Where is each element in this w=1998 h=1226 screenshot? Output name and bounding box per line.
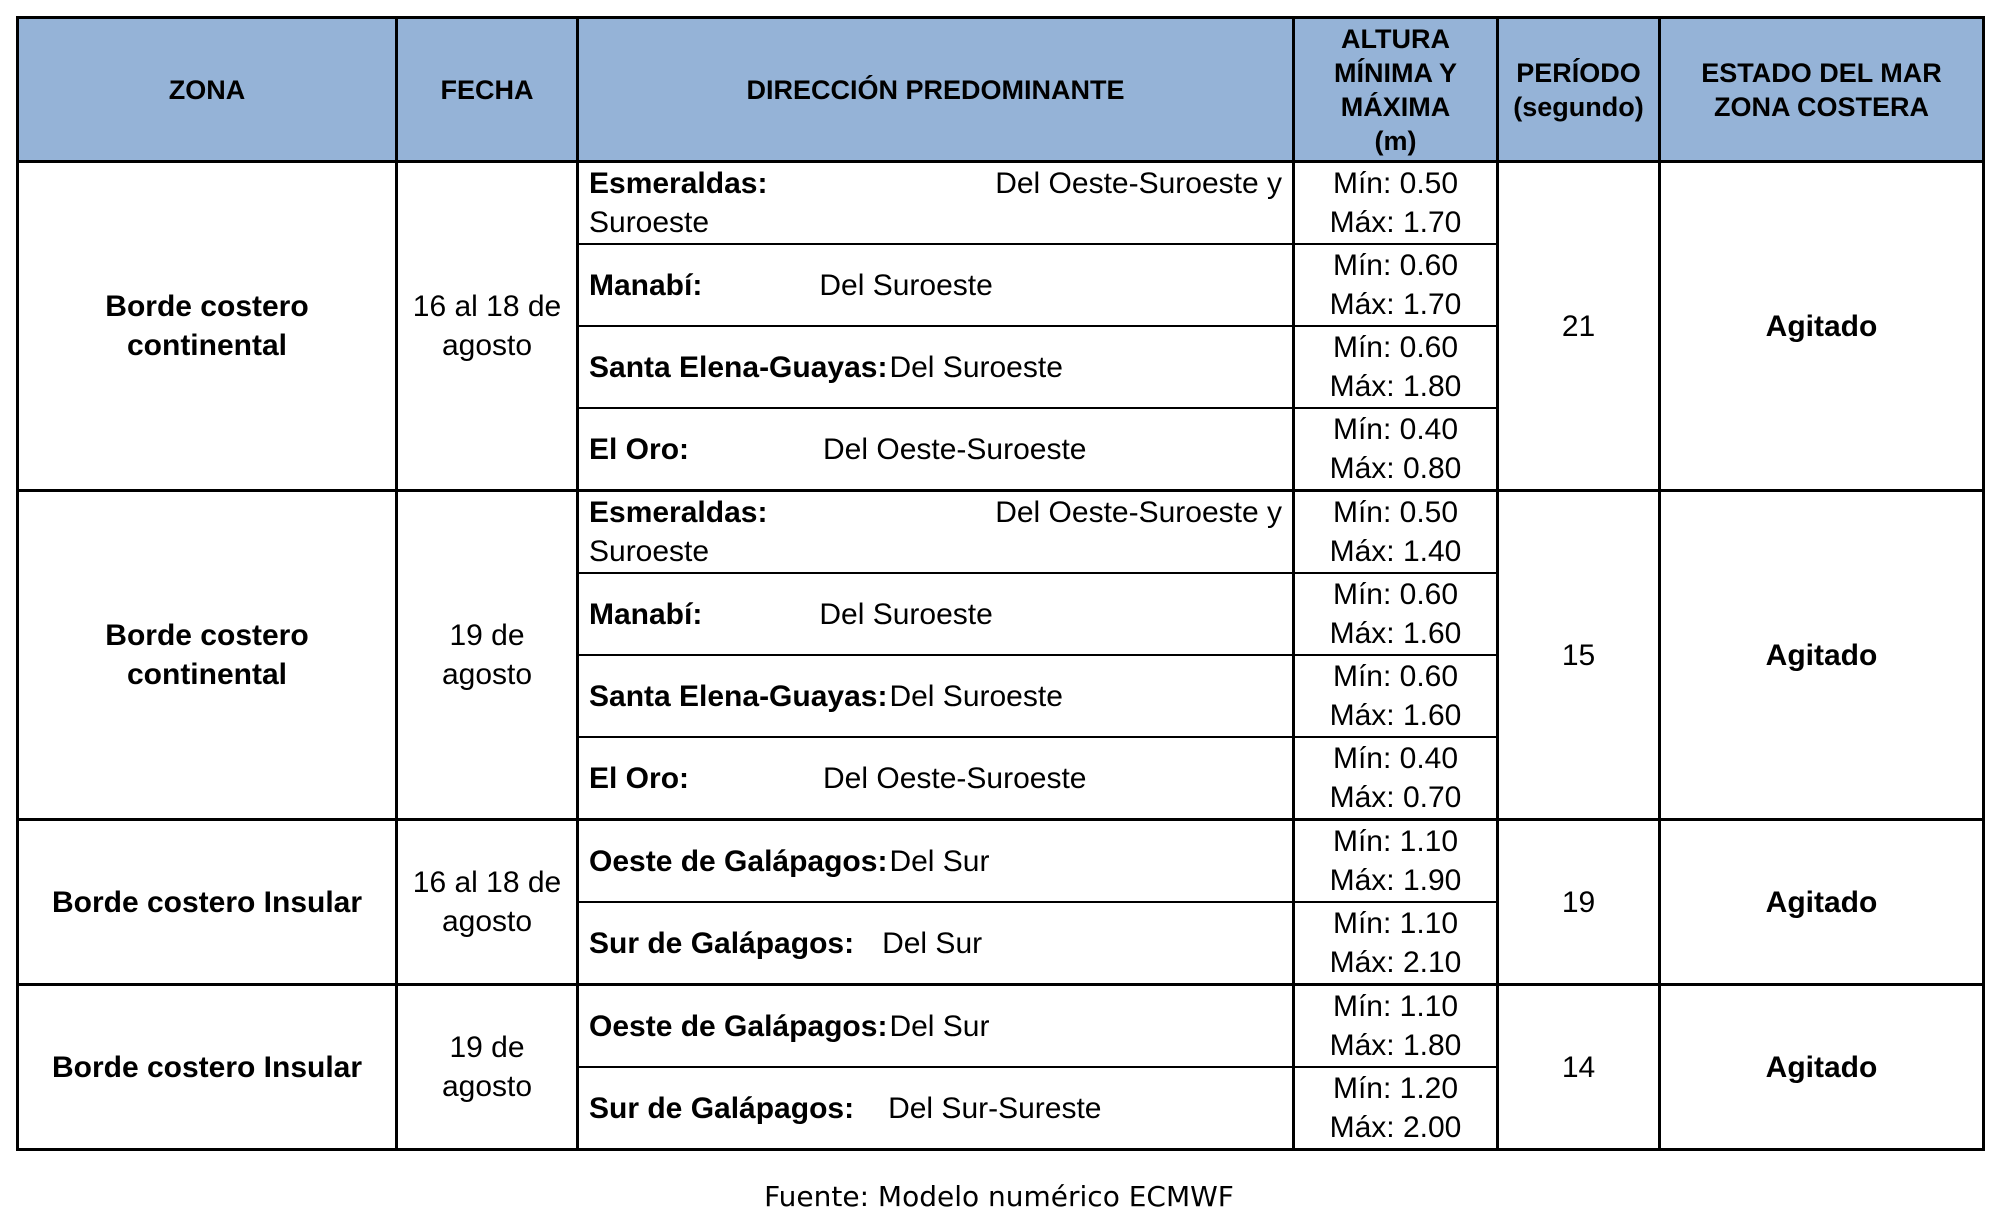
fecha-line-1: 19 de bbox=[449, 619, 525, 652]
altura-cell bbox=[1294, 655, 1498, 737]
zona-cell bbox=[18, 985, 397, 1150]
direction-text: Del Oeste-Suroeste bbox=[823, 761, 1087, 795]
table-row bbox=[18, 162, 1984, 245]
altura-cell bbox=[1294, 820, 1498, 903]
altura-min: Mín: 1.10 bbox=[1332, 907, 1459, 940]
periodo-cell: 15 bbox=[1498, 491, 1660, 820]
altura-max: Máx: 1.80 bbox=[1329, 1029, 1462, 1062]
altura-cell bbox=[1294, 244, 1498, 326]
province-label: El Oro: bbox=[589, 761, 690, 795]
direccion-content bbox=[589, 842, 1282, 881]
header-estado-line-1: ESTADO DEL MAR bbox=[1701, 57, 1942, 88]
table-row bbox=[18, 985, 1984, 1068]
altura-max: Máx: 2.00 bbox=[1329, 1111, 1462, 1144]
altura-cell bbox=[1294, 408, 1498, 491]
province-label: Sur de Galápagos: bbox=[589, 926, 855, 960]
direccion-content bbox=[589, 266, 1282, 305]
direccion-cell bbox=[578, 1067, 1294, 1150]
estado-cell: Agitado bbox=[1660, 491, 1984, 820]
direction-text: Del Sur-Sureste bbox=[888, 1091, 1102, 1125]
altura-max: Máx: 1.70 bbox=[1329, 206, 1462, 239]
header-periodo-line-1: PERÍODO bbox=[1516, 57, 1641, 88]
altura-cell bbox=[1294, 491, 1498, 574]
altura-min: Mín: 1.20 bbox=[1332, 1072, 1459, 1105]
province-label: El Oro: bbox=[589, 432, 690, 466]
zona-line-1: Borde costero Insular bbox=[51, 1050, 363, 1084]
province-label: Manabí: bbox=[589, 268, 703, 302]
direccion-cell bbox=[578, 737, 1294, 820]
altura-min: Mín: 0.60 bbox=[1332, 249, 1459, 282]
estado-cell: Agitado bbox=[1660, 985, 1984, 1150]
altura-min: Mín: 0.40 bbox=[1332, 413, 1459, 446]
direction-text-continued: Suroeste bbox=[589, 206, 710, 239]
header-altura-line-3: MÁXIMA bbox=[1340, 91, 1451, 122]
direccion-cell bbox=[578, 244, 1294, 326]
direccion-content bbox=[589, 430, 1282, 469]
header-altura bbox=[1294, 18, 1498, 162]
altura-max: Máx: 0.80 bbox=[1329, 452, 1462, 485]
header-altura-line-2: MÍNIMA Y bbox=[1333, 57, 1457, 88]
province-label: Santa Elena-Guayas: bbox=[589, 350, 888, 384]
direccion-cell bbox=[578, 985, 1294, 1068]
altura-max: Máx: 1.60 bbox=[1329, 617, 1462, 650]
header-zona: ZONA bbox=[18, 18, 397, 162]
forecast-table-body bbox=[18, 162, 1984, 1150]
fecha-line-1: 16 al 18 de bbox=[412, 290, 562, 323]
altura-min: Mín: 0.40 bbox=[1332, 742, 1459, 775]
header-direccion: DIRECCIÓN PREDOMINANTE bbox=[578, 18, 1294, 162]
altura-cell bbox=[1294, 737, 1498, 820]
altura-max: Máx: 1.40 bbox=[1329, 535, 1462, 568]
direccion-content bbox=[589, 348, 1282, 387]
direccion-content bbox=[589, 1007, 1282, 1046]
periodo-cell: 19 bbox=[1498, 820, 1660, 985]
altura-cell bbox=[1294, 902, 1498, 985]
direccion-content bbox=[589, 759, 1282, 798]
direction-text: Del Oeste-Suroeste bbox=[823, 432, 1087, 466]
direccion-content bbox=[589, 924, 1282, 963]
direccion-content bbox=[589, 1089, 1282, 1128]
altura-cell bbox=[1294, 162, 1498, 245]
direccion-cell bbox=[578, 820, 1294, 903]
fecha-line-2: agosto bbox=[441, 658, 533, 691]
fecha-cell bbox=[397, 491, 578, 820]
altura-max: Máx: 1.90 bbox=[1329, 864, 1462, 897]
altura-max: Máx: 1.60 bbox=[1329, 699, 1462, 732]
direccion-cell bbox=[578, 326, 1294, 408]
fecha-line-2: agosto bbox=[441, 329, 533, 362]
province-label: Santa Elena-Guayas: bbox=[589, 679, 888, 713]
direction-text: Del Sur bbox=[889, 1009, 990, 1043]
direccion-cell bbox=[578, 408, 1294, 491]
zona-cell bbox=[18, 491, 397, 820]
direction-text: Del Suroeste bbox=[819, 268, 993, 302]
fecha-line-1: 19 de bbox=[449, 1031, 525, 1064]
altura-min: Mín: 0.60 bbox=[1332, 660, 1459, 693]
source-note: Fuente: Modelo numérico ECMWF bbox=[764, 1180, 1234, 1213]
periodo-cell: 14 bbox=[1498, 985, 1660, 1150]
forecast-table-container bbox=[16, 16, 1982, 1151]
province-label: Esmeraldas: bbox=[589, 167, 768, 200]
altura-cell bbox=[1294, 326, 1498, 408]
province-label: Esmeraldas: bbox=[589, 496, 768, 529]
direccion-cell bbox=[578, 491, 1294, 574]
direction-text: Del Sur bbox=[882, 926, 983, 960]
altura-min: Mín: 1.10 bbox=[1332, 825, 1459, 858]
direccion-cell bbox=[578, 573, 1294, 655]
direccion-cell bbox=[578, 162, 1294, 245]
estado-cell: Agitado bbox=[1660, 820, 1984, 985]
zona-line-2: continental bbox=[126, 329, 287, 362]
table-row bbox=[18, 491, 1984, 574]
altura-min: Mín: 0.50 bbox=[1332, 496, 1459, 529]
altura-max: Máx: 1.70 bbox=[1329, 288, 1462, 321]
zona-line-2: continental bbox=[126, 658, 287, 691]
header-periodo bbox=[1498, 18, 1660, 162]
fecha-cell bbox=[397, 162, 578, 491]
province-label: Oeste de Galápagos: bbox=[589, 1009, 888, 1043]
fecha-cell bbox=[397, 985, 578, 1150]
direccion-content bbox=[589, 164, 1282, 242]
province-label: Manabí: bbox=[589, 597, 703, 631]
estado-cell: Agitado bbox=[1660, 162, 1984, 491]
header-estado-line-2: ZONA COSTERA bbox=[1714, 91, 1929, 122]
header-estado bbox=[1660, 18, 1984, 162]
direction-text: Del Oeste-Suroeste y bbox=[995, 496, 1282, 529]
header-fecha: FECHA bbox=[397, 18, 578, 162]
altura-max: Máx: 1.80 bbox=[1329, 370, 1462, 403]
altura-cell bbox=[1294, 1067, 1498, 1150]
province-label: Sur de Galápagos: bbox=[589, 1091, 855, 1125]
altura-min: Mín: 1.10 bbox=[1332, 990, 1459, 1023]
altura-cell bbox=[1294, 573, 1498, 655]
direccion-content bbox=[589, 677, 1282, 716]
altura-min: Mín: 0.60 bbox=[1332, 331, 1459, 364]
altura-cell bbox=[1294, 985, 1498, 1068]
direccion-cell bbox=[578, 902, 1294, 985]
altura-max: Máx: 2.10 bbox=[1329, 946, 1462, 979]
fecha-line-2: agosto bbox=[441, 1070, 533, 1103]
table-row bbox=[18, 820, 1984, 903]
direction-text: Del Oeste-Suroeste y bbox=[995, 167, 1282, 200]
zona-line-1: Borde costero bbox=[105, 619, 309, 652]
sea-state-forecast-table bbox=[16, 16, 1985, 1151]
direction-text-continued: Suroeste bbox=[589, 535, 710, 568]
direccion-content bbox=[589, 493, 1282, 571]
zona-line-1: Borde costero Insular bbox=[51, 885, 363, 919]
header-altura-line-1: ALTURA bbox=[1341, 23, 1450, 54]
fecha-cell bbox=[397, 820, 578, 985]
zona-line-1: Borde costero bbox=[105, 290, 309, 323]
header-periodo-line-2: (segundo) bbox=[1513, 91, 1644, 122]
direction-text: Del Suroeste bbox=[889, 679, 1063, 713]
direccion-cell bbox=[578, 655, 1294, 737]
fecha-line-2: agosto bbox=[441, 905, 533, 938]
header-row bbox=[18, 18, 1984, 162]
header-altura-line-4: (m) bbox=[1374, 125, 1417, 156]
altura-max: Máx: 0.70 bbox=[1329, 781, 1462, 814]
direccion-content bbox=[589, 595, 1282, 634]
zona-cell bbox=[18, 162, 397, 491]
direction-text: Del Sur bbox=[889, 844, 990, 878]
province-label: Oeste de Galápagos: bbox=[589, 844, 888, 878]
altura-min: Mín: 0.60 bbox=[1332, 578, 1459, 611]
zona-cell bbox=[18, 820, 397, 985]
altura-min: Mín: 0.50 bbox=[1332, 167, 1459, 200]
direction-text: Del Suroeste bbox=[819, 597, 993, 631]
fecha-line-1: 16 al 18 de bbox=[412, 866, 562, 899]
direction-text: Del Suroeste bbox=[889, 350, 1063, 384]
periodo-cell: 21 bbox=[1498, 162, 1660, 491]
